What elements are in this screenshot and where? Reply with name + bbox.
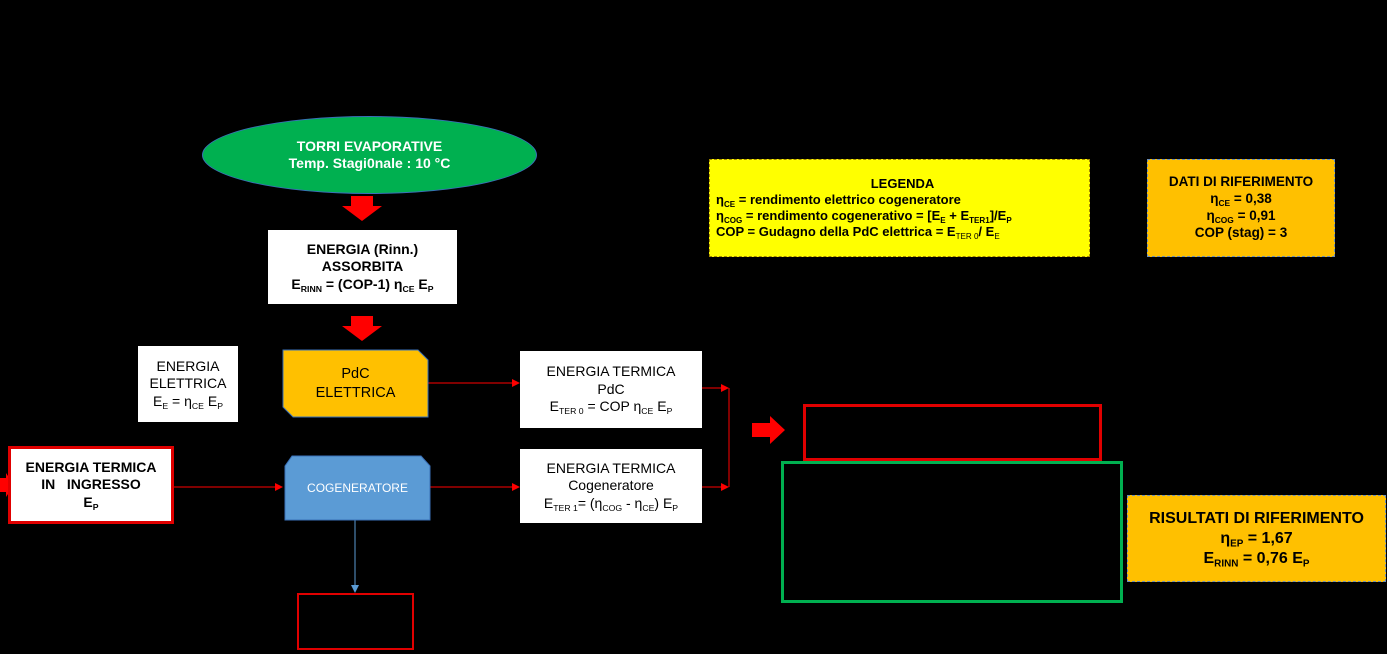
legenda-row-cog: $\eta_{COG}$ = rendimento cogenerativo = $[E_E + E_{TER1}]/E_P$ — [716, 208, 1012, 225]
energia-rinn-subtitle: ASSORBITA — [321, 258, 404, 275]
legenda-row-cop: COP = Gudagno della PdC elettrica = $E_{TER 0}/$ $E_E$ — [716, 224, 1000, 242]
arrow-down-top — [342, 196, 382, 221]
energia-rinn-title: ENERGIA (Rinn.) — [306, 240, 419, 257]
dati-row-cop: COP (stag) = 3 — [1194, 224, 1288, 240]
ingresso-line2: IN INGRESSO — [41, 476, 141, 493]
legenda-row-ce: $\eta_{CE}$ = rendimento elettrico cogeneratore — [716, 191, 961, 209]
risultati-title: RISULTATI DI RIFERIMENTO — [1149, 509, 1364, 527]
energia-elettrica-box — [138, 346, 238, 422]
risultati-row-rinn: $E_{RINN} = 0,76$ $E_P$ — [1203, 549, 1310, 569]
energia-elettrica-formula: $E_E = \eta_{CE}$ $E_P$ — [153, 392, 223, 411]
pdc-box — [283, 350, 428, 417]
arrowhead-cog-termica — [512, 483, 520, 491]
dati-row-ce: $\eta_{CE} = 0,38$ — [1210, 191, 1272, 209]
cogeneratore-label: COGENERATORE — [307, 480, 408, 495]
output-empty-box — [297, 593, 414, 650]
arrowhead-pdc-termica — [512, 379, 520, 387]
ingresso-line1: ENERGIA TERMICA — [25, 458, 157, 475]
energia-elettrica-line1: ENERGIA — [156, 357, 220, 374]
energia-ingresso-box — [8, 446, 174, 524]
cogeneratore-box — [285, 456, 430, 520]
legenda-title: LEGENDA — [870, 175, 935, 191]
torri-evaporative-ellipse — [202, 116, 537, 194]
energia-rinn-box — [268, 230, 457, 304]
pdc-line1: PdC — [341, 366, 370, 383]
dati-row-cog: $\eta_{COG} = 0,91$ — [1206, 208, 1276, 225]
energia-termica-cog-box — [520, 449, 702, 523]
legenda-box — [709, 159, 1090, 257]
arrowhead-cog-down — [351, 585, 359, 593]
torri-title: TORRI EVAPORATIVE — [296, 137, 443, 154]
arrow-down-middle — [342, 316, 382, 341]
arrowhead-ingresso-cog — [275, 483, 283, 491]
dati-title: DATI DI RIFERIMENTO — [1168, 174, 1314, 190]
ingresso-line3: $E_P$ — [83, 493, 99, 512]
result-green-box — [781, 461, 1123, 603]
energia-rinn-formula: $E_{RINN} = (COP-1)$ $\eta_{CE}$ $E_P$ — [291, 275, 434, 294]
energia-termica-pdc-box — [520, 351, 702, 428]
result-red-box — [803, 404, 1102, 461]
termica-cog-formula: $E_{TER 1}= (\eta_{COG} - \eta_{CE})$ $E_P$ — [543, 494, 679, 513]
risultati-riferimento-box — [1127, 495, 1386, 582]
termica-pdc-line1: ENERGIA TERMICA — [546, 363, 676, 380]
energia-elettrica-line2: ELETTRICA — [149, 375, 227, 392]
arrow-right-result — [752, 416, 785, 444]
dati-riferimento-box — [1147, 159, 1335, 257]
torri-temp: Temp. Stagi0nale : 10 °C — [288, 155, 451, 171]
termica-cog-line2: Cogeneratore — [568, 477, 654, 494]
risultati-row-ep: $\eta_{EP} = 1,67$ — [1220, 529, 1293, 549]
termica-pdc-formula: $E_{TER 0}$ = COP $\eta_{CE}$ $E_P$ — [549, 398, 673, 417]
arrowhead-termica-cog-out — [721, 483, 729, 491]
pdc-line2: ELETTRICA — [315, 384, 396, 401]
termica-pdc-line2: PdC — [597, 380, 625, 397]
termica-cog-line1: ENERGIA TERMICA — [546, 459, 676, 476]
arrowhead-termica-pdc-out — [721, 384, 729, 392]
